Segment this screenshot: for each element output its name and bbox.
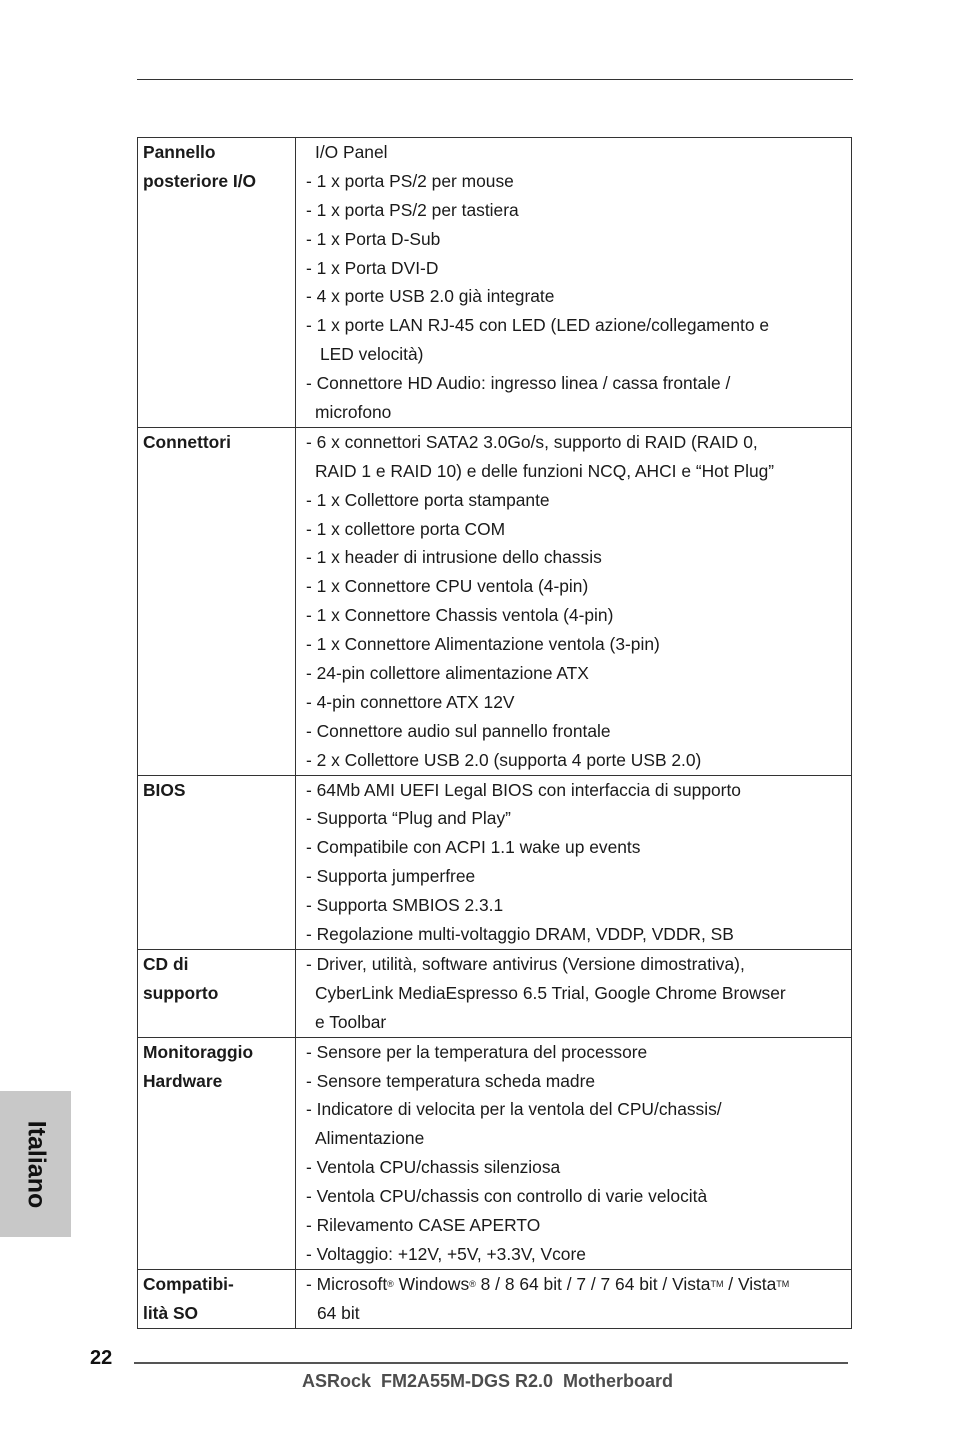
spec-label-os-compatibility: Compatibi- lità SO [138,1269,296,1328]
spec-table [137,137,852,1329]
spec-line: - 64Mb AMI UEFI Legal BIOS con interfaccia di supporto [306,779,741,800]
language-side-tab-label: Italiano [22,1120,51,1208]
registered-mark: ® [469,1278,476,1289]
spec-row [138,949,852,1037]
os-text-vista: / Vista [723,1273,777,1294]
spec-line: - 1 x Connettore Chassis ventola (4-pin) [306,605,614,626]
spec-line: - Driver, utilità, software antivirus (Versione dimostrativa), [306,953,745,974]
top-rule [137,79,853,80]
os-text-windows: Windows [393,1273,470,1294]
spec-line: - Voltaggio: +12V, +5V, +3.3V, Vcore [306,1243,586,1264]
spec-content-os-compatibility [296,1269,852,1328]
spec-line: - Sensore per la temperatura del processore [306,1041,648,1062]
spec-line: - 1 x Collettore porta stampante [306,489,550,510]
footer-rule [134,1362,848,1364]
spec-content [296,949,852,1037]
spec-content [296,775,852,949]
spec-line: - Rilevamento CASE APERTO [306,1214,541,1235]
spec-line: - Supporta jumperfree [306,866,476,887]
spec-line: - Supporta SMBIOS 2.3.1 [306,895,504,916]
spec-line: - Sensore temperatura scheda madre [306,1070,596,1091]
spec-label: BIOS [138,775,296,949]
spec-content [296,138,852,428]
spec-line: - 1 x Porta DVI-D [306,257,439,278]
spec-line: - 4-pin connettore ATX 12V [306,691,515,712]
spec-row [138,1037,852,1269]
spec-line: LED velocità) [320,344,424,365]
spec-line: RAID 1 e RAID 10) e delle funzioni NCQ, AHCI e “Hot Plug” [315,460,775,481]
spec-row [138,427,852,775]
spec-content [296,1037,852,1269]
spec-line: - Compatibile con ACPI 1.1 wake up events [306,837,641,858]
spec-line: - 2 x Collettore USB 2.0 (supporta 4 porte USB 2.0) [306,749,702,770]
spec-label: Connettori [138,427,296,775]
spec-line: - Regolazione multi-voltaggio DRAM, VDDP, VDDR, SB [306,924,734,945]
os-line-1 [306,1270,851,1299]
spec-line: I/O Panel [315,142,388,162]
registered-mark: ® [387,1278,394,1289]
page-number: 22 [90,1347,113,1369]
spec-row-os-compatibility [138,1269,852,1328]
spec-line: e Toolbar [315,1011,387,1032]
spec-line: - Ventola CPU/chassis silenziosa [306,1157,561,1178]
footer-title: ASRock FM2A55M-DGS R2.0 Motherboard [302,1371,674,1391]
os-text-versions: 8 / 8 64 bit / 7 / 7 64 bit / Vista [475,1273,711,1294]
spec-line: - 1 x porta PS/2 per tastiera [306,199,519,220]
spec-label: CD di supporto [138,949,296,1037]
spec-row [138,775,852,949]
spec-line: - 1 x Porta D-Sub [306,228,441,249]
spec-line: - Supporta “Plug and Play” [306,808,511,829]
spec-line: - Ventola CPU/chassis con controllo di varie velocità [306,1186,708,1207]
os-text-microsoft: - Microsoft [306,1273,388,1294]
spec-line: - 4 x porte USB 2.0 già integrate [306,286,555,307]
spec-line: - 6 x connettori SATA2 3.0Go/s, supporto di RAID (RAID 0, [306,431,758,452]
spec-line: - 1 x collettore porta COM [306,518,506,539]
os-line-2: 64 bit [317,1302,360,1323]
spec-line: CyberLink MediaEspresso 6.5 Trial, Google Chrome Browser [315,982,786,1003]
spec-line: - 1 x Connettore Alimentazione ventola (3-pin) [306,634,660,655]
spec-line: - Connettore audio sul pannello frontale [306,720,611,741]
spec-label: Monitoraggio Hardware [138,1037,296,1269]
spec-line: - 1 x Connettore CPU ventola (4-pin) [306,576,589,597]
spec-table-body [138,138,852,1329]
spec-line: - 1 x porta PS/2 per mouse [306,170,514,191]
spec-content [296,427,852,775]
language-side-tab [0,1091,71,1237]
trademark-mark: TM [710,1278,724,1289]
spec-line: - 24-pin collettore alimentazione ATX [306,663,589,684]
spec-line: - 1 x header di intrusione dello chassis [306,547,602,568]
spec-line: - Indicatore di velocita per la ventola del CPU/chassis/ [306,1099,722,1120]
spec-line: Alimentazione [315,1128,425,1149]
spec-line: - 1 x porte LAN RJ-45 con LED (LED azione/collegamento e [306,315,770,336]
spec-line: - Connettore HD Audio: ingresso linea / cassa frontale / [306,373,731,394]
spec-line: microfono [315,402,392,423]
spec-label: Pannello posteriore I/O [138,138,296,428]
spec-row [138,138,852,428]
trademark-mark: TM [776,1278,790,1289]
